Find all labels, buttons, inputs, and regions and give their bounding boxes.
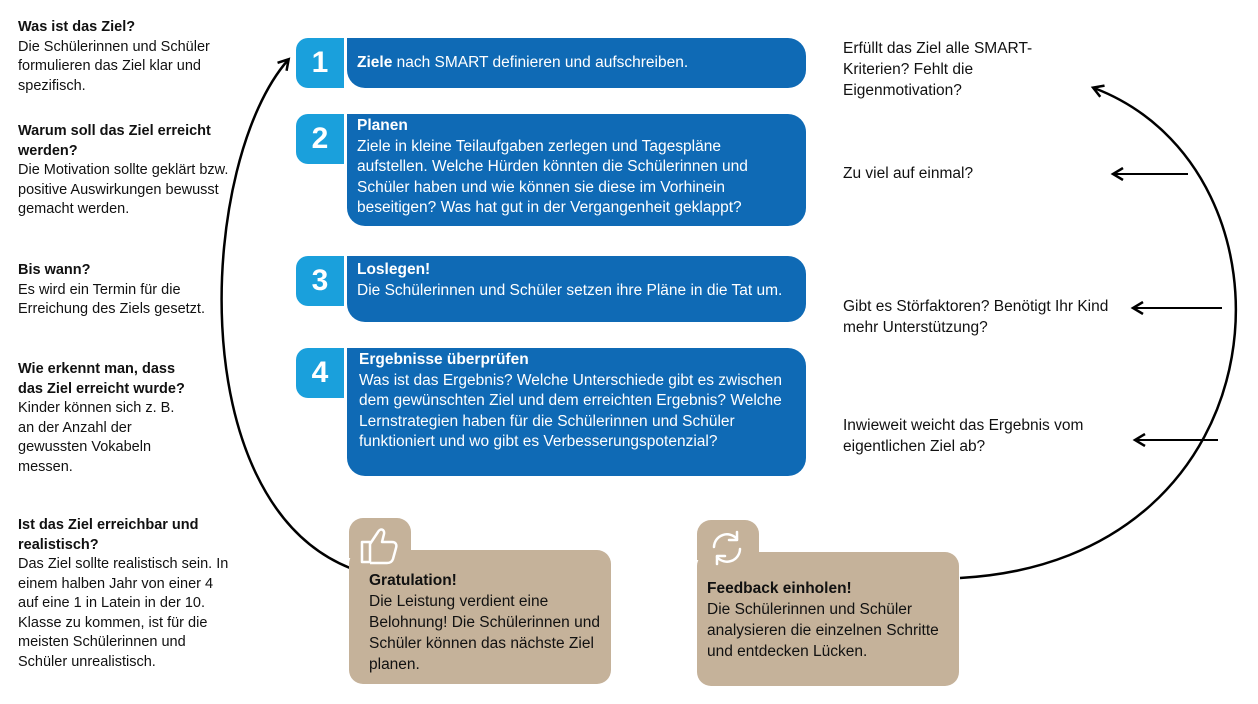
feedback-title: Feedback einholen! [707, 580, 852, 597]
gratulation-title: Gratulation! [369, 572, 457, 589]
question-title: Bis wann? [18, 262, 91, 278]
right-question-smart: Erfüllt das Ziel alle SMART-Kriterien? Fehlt die Eigenmotivation? [843, 40, 1033, 99]
refresh-icon [706, 527, 748, 569]
question-erreichbar [18, 516, 233, 672]
question-was-ist-das-ziel [18, 18, 233, 96]
step-2-number: 2 [296, 114, 344, 164]
gratulation-text: Die Leistung verdient eine Belohnung! Die Schülerinnen und Schüler können das nächste Ziel planen. [369, 593, 600, 673]
step-3-number: 3 [296, 256, 344, 306]
step-2-text: Ziele in kleine Teilaufgaben zerlegen und Tagespläne aufstellen. Welche Hürden könnten die Schülerinnen und Schüler haben und wie können sie diese im Vorhinein beseitigen? Was hat gut in der Vergangenheit geklappt? [357, 137, 748, 216]
question-title: Warum soll das Ziel erreicht werden? [18, 123, 211, 159]
question-answer: Das Ziel sollte realistisch sein. In einem halben Jahr von einer 4 auf eine 1 in Latein in der 10. Klasse zu kommen, ist für die meisten Schülerinnen und Schüler unrealistisch. [18, 556, 229, 670]
step-4-text: Was ist das Ergebnis? Welche Unterschiede gibt es zwischen dem gewünschten Ziel und dem erreichten Ergebnis? Welche Lernstrategien haben für die Schülerinnen und Schüler funktioniert und wo gibt es Verbesserungspotenzial? [359, 371, 783, 450]
gratulation-card [349, 550, 611, 684]
right-question-inwieweit: Inwieweit weicht das Ergebnis vom eigentlichen Ziel ab? [843, 417, 1084, 455]
step-1-title: Ziele [357, 53, 393, 71]
question-answer: Kinder können sich z. B. an der Anzahl der gewussten Vokabeln messen. [18, 400, 175, 475]
step-3-text: Die Schülerinnen und Schüler setzen ihre Pläne in die Tat um. [357, 281, 783, 299]
question-wie-erkennt-man [18, 360, 198, 477]
question-answer: Es wird ein Termin für die Erreichung des Ziels gesetzt. [18, 281, 205, 317]
question-title: Was ist das Ziel? [18, 19, 136, 35]
right-question-stoerfaktoren: Gibt es Störfaktoren? Benötigt Ihr Kind mehr Unterstützung? [843, 298, 1109, 336]
step-1-text: nach SMART definieren und aufschreiben. [392, 53, 689, 71]
step-3-title: Loslegen! [357, 261, 431, 278]
feedback-card [697, 552, 959, 686]
right-question-zu-viel: Zu viel auf einmal? [843, 165, 974, 182]
question-bis-wann [18, 261, 233, 320]
question-answer: Die Schülerinnen und Schüler formulieren das Ziel klar und spezifisch. [18, 38, 210, 94]
question-title: Ist das Ziel erreichbar und realistisch? [18, 517, 199, 553]
question-title: Wie erkennt man, dass das Ziel erreicht wurde? [18, 361, 185, 397]
question-answer: Die Motivation sollte geklärt bzw. positive Auswirkungen bewusst gemacht werden. [18, 162, 229, 217]
step-4-box [347, 348, 806, 476]
step-4-number: 4 [296, 348, 344, 398]
step-1-number: 1 [296, 38, 344, 88]
feedback-text: Die Schülerinnen und Schüler analysieren die einzelnen Schritte und entdecken Lücken. [707, 601, 939, 660]
thumbs-up-icon [356, 522, 402, 566]
question-warum [18, 122, 233, 220]
step-2-title: Planen [357, 117, 408, 134]
step-1-box [347, 38, 806, 88]
step-3-box [347, 256, 806, 322]
step-4-title: Ergebnisse überprüfen [359, 351, 529, 368]
step-2-box [347, 114, 806, 226]
